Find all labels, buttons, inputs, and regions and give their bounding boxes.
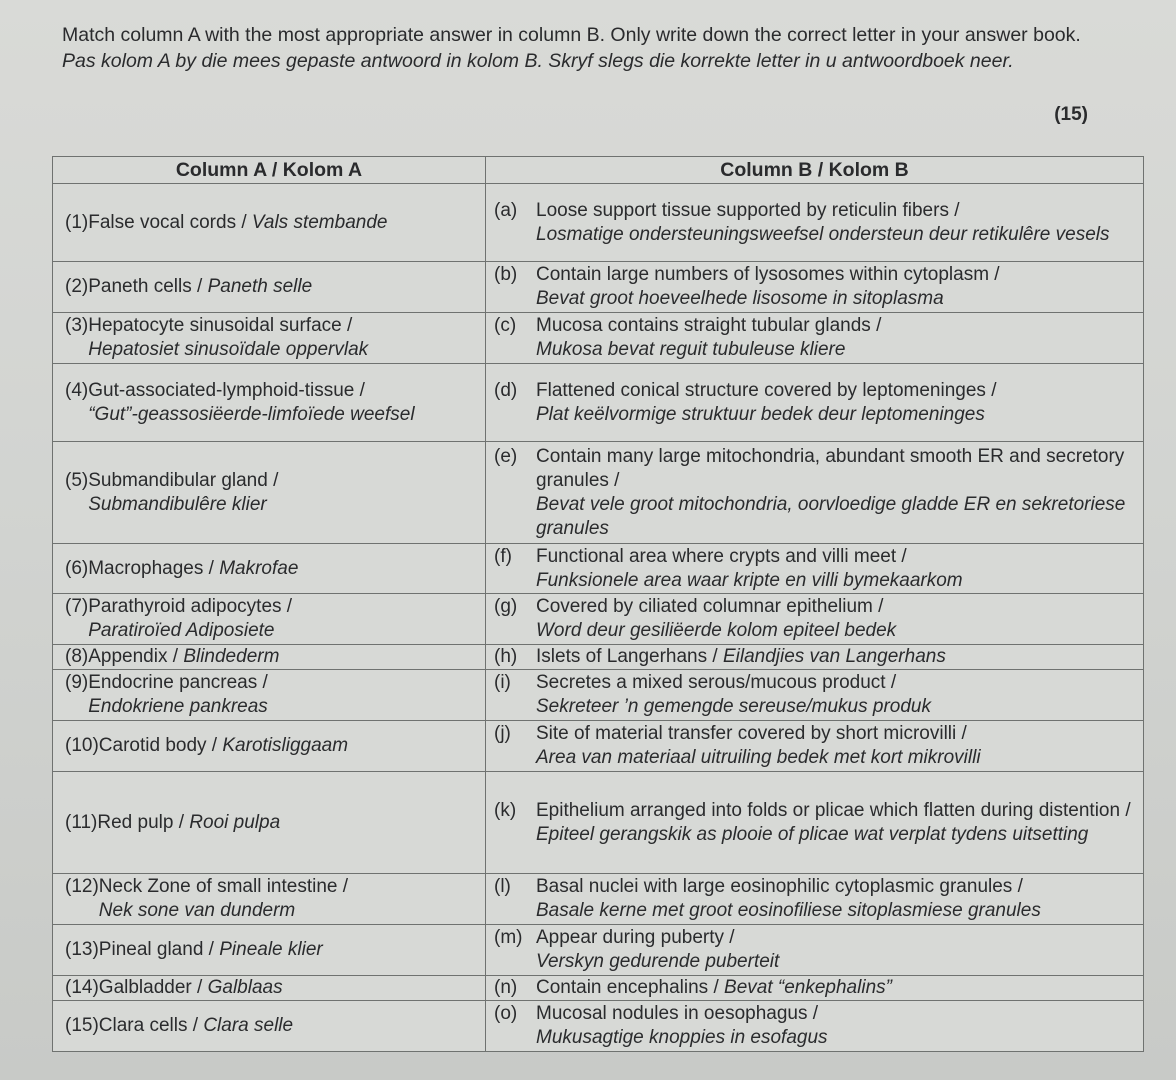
question-item (65, 734, 479, 758)
answer-letter: (o) (494, 1003, 518, 1024)
question-text (97, 811, 479, 835)
column-b-cell (486, 670, 1144, 721)
table-row (53, 874, 1144, 925)
question-number: (14) (65, 977, 99, 998)
answer-text (536, 595, 1137, 643)
column-a-cell (53, 645, 486, 670)
question-number: (1) (65, 211, 89, 233)
english-text: Basal nuclei with large eosinophilic cytoplasmic granules / (536, 876, 1023, 897)
english-text: False vocal cords / (88, 211, 247, 233)
column-a-header: Column A / Kolom A (53, 157, 486, 184)
english-text: Covered by ciliated columnar epithelium / (536, 596, 884, 617)
answer-item (494, 263, 1137, 311)
column-a-cell (53, 874, 486, 925)
answer-letter: (l) (494, 876, 511, 897)
answer-letter: (e) (494, 445, 518, 467)
afrikaans-text: Mukosa bevat reguit tubuleuse kliere (536, 339, 846, 360)
afrikaans-text: Paratiroïed Adiposiete (88, 620, 275, 641)
question-number: (10) (65, 735, 99, 756)
column-b-cell (486, 184, 1144, 262)
answer-text (536, 314, 1137, 362)
answer-item (494, 445, 1137, 541)
answer-item (494, 379, 1137, 427)
answer-item (494, 799, 1137, 847)
answer-item (494, 314, 1137, 362)
english-text: Islets of Langerhans / (536, 646, 718, 667)
column-a-cell (53, 976, 486, 1001)
question-text (99, 976, 479, 1000)
question-item (65, 595, 479, 643)
afrikaans-text: Losmatige ondersteuningsweefsel ondersteun deur retikulêre vesels (536, 223, 1110, 245)
afrikaans-text: Vals stembande (251, 211, 388, 233)
english-text: Secretes a mixed serous/mucous product / (536, 672, 897, 693)
question-text (99, 734, 479, 758)
afrikaans-text: Clara selle (203, 1015, 294, 1036)
column-b-cell (486, 874, 1144, 925)
answer-text (536, 926, 1137, 974)
answer-letter: (d) (494, 379, 518, 401)
question-item (65, 469, 479, 517)
afrikaans-text: Sekreteer ’n gemengde sereuse/mukus produk (536, 696, 932, 717)
table-row (53, 262, 1144, 313)
question-number: (9) (65, 672, 89, 693)
english-text: Contain large numbers of lysosomes within cytoplasm / (536, 264, 1000, 285)
afrikaans-text: Karotisliggaam (222, 735, 349, 756)
afrikaans-text: Paneth selle (207, 276, 313, 297)
afrikaans-text: “Gut”-geassosiëerde-limfoïede weefsel (88, 403, 415, 425)
column-a-cell (53, 544, 486, 594)
column-a-cell (53, 313, 486, 364)
english-text: Parathyroid adipocytes / (88, 596, 293, 617)
question-number: (8) (65, 646, 89, 667)
answer-letter: (m) (494, 927, 523, 948)
answer-letter: (g) (494, 596, 518, 617)
instructions-afrikaans: Pas kolom A by die mees gepaste antwoord in kolom B. Skryf slegs die korrekte letter in u antwoordboek neer. (62, 50, 1014, 72)
question-number: (5) (65, 469, 89, 491)
question-text (99, 1014, 479, 1038)
afrikaans-text: Bevat vele groot mitochondria, oorvloedige gladde ER en sekretoriese granules (536, 493, 1126, 539)
afrikaans-text: Bevat “enkephalins” (724, 977, 892, 998)
question-item (65, 1014, 479, 1038)
english-text: Loose support tissue supported by reticulin fibers / (536, 199, 960, 221)
answer-letter: (a) (494, 199, 518, 221)
afrikaans-text: Endokriene pankreas (88, 696, 268, 717)
question-text (88, 275, 479, 299)
afrikaans-text: Area van materiaal uitruiling bedek met kort mikrovilli (536, 747, 981, 768)
column-a-cell (53, 670, 486, 721)
question-text (88, 469, 479, 517)
question-number: (15) (65, 1015, 99, 1036)
answer-text (536, 199, 1137, 247)
answer-text (536, 875, 1137, 923)
table-row (53, 313, 1144, 364)
afrikaans-text: Blindederm (183, 646, 280, 667)
question-number: (6) (65, 557, 89, 579)
afrikaans-text: Verskyn gedurende puberteit (536, 951, 780, 972)
column-a-cell (53, 594, 486, 645)
column-b-cell (486, 721, 1144, 772)
question-item (65, 557, 479, 581)
afrikaans-text: Galblaas (207, 977, 283, 998)
english-text: Gut-associated-lymphoid-tissue / (88, 379, 365, 401)
question-text (99, 875, 479, 923)
question-number: (13) (65, 939, 99, 960)
answer-item (494, 976, 1137, 1000)
table-row (53, 594, 1144, 645)
question-text (88, 314, 479, 362)
column-b-cell (486, 313, 1144, 364)
answer-item (494, 926, 1137, 974)
table-row (53, 645, 1144, 670)
column-a-cell (53, 925, 486, 976)
question-item (65, 211, 479, 235)
afrikaans-text: Pineale klier (219, 939, 323, 960)
answer-letter: (b) (494, 264, 518, 285)
afrikaans-text: Hepatosiet sinusoïdale oppervlak (88, 339, 369, 360)
question-item (65, 645, 479, 669)
afrikaans-text: Rooi pulpa (189, 811, 281, 833)
answer-text (536, 799, 1137, 847)
question-text (88, 557, 479, 581)
answer-item (494, 545, 1137, 593)
answer-item (494, 722, 1137, 770)
question-item (65, 811, 479, 835)
column-a-cell (53, 721, 486, 772)
question-number: (3) (65, 315, 89, 336)
answer-item (494, 595, 1137, 643)
answer-item (494, 645, 1137, 669)
table-header-row (53, 157, 1144, 184)
answer-letter: (n) (494, 977, 518, 998)
english-text: Appear during puberty / (536, 927, 735, 948)
question-number: (7) (65, 596, 89, 617)
column-a-cell (53, 262, 486, 313)
afrikaans-text: Eilandjies van Langerhans (722, 646, 946, 667)
answer-letter: (f) (494, 545, 512, 567)
english-text: Submandibular gland / (88, 469, 279, 491)
answer-letter: (k) (494, 799, 517, 821)
answer-item (494, 875, 1137, 923)
question-text (88, 211, 479, 235)
question-text (88, 595, 479, 643)
answer-text (536, 545, 1137, 593)
answer-text (536, 722, 1137, 770)
question-item (65, 275, 479, 299)
column-b-cell (486, 925, 1144, 976)
afrikaans-text: Bevat groot hoeveelhede lisosome in sitoplasma (536, 288, 944, 309)
english-text: Neck Zone of small intestine / (98, 876, 349, 897)
question-number: (2) (65, 276, 89, 297)
answer-text (536, 671, 1137, 719)
afrikaans-text: Epiteel gerangskik as plooie of plicae wat verplat tydens uitsetting (536, 823, 1089, 845)
english-text: Functional area where crypts and villi meet / (536, 545, 907, 567)
column-b-cell (486, 976, 1144, 1001)
column-a-cell (53, 364, 486, 442)
english-text: Endocrine pancreas / (88, 672, 268, 693)
english-text: Paneth cells / (88, 276, 203, 297)
english-text: Contain many large mitochondria, abundant smooth ER and secretory granules / (536, 445, 1125, 491)
question-text (88, 379, 479, 427)
afrikaans-text: Funksionele area waar kripte en villi bymekaarkom (536, 569, 963, 591)
question-number: (4) (65, 379, 89, 401)
english-text: Clara cells / (98, 1015, 199, 1036)
column-b-cell (486, 1001, 1144, 1052)
column-b-cell (486, 544, 1144, 594)
column-b-header: Column B / Kolom B (486, 157, 1144, 184)
instructions-english: Match column A with the most appropriate answer in column B. Only write down the correct letter in your answer book. (62, 24, 1081, 46)
question-number: (12) (65, 876, 99, 897)
afrikaans-text: Submandibulêre klier (88, 493, 267, 515)
column-b-cell (486, 594, 1144, 645)
english-text: Site of material transfer covered by short microvilli / (536, 723, 967, 744)
question-number: (11) (65, 811, 98, 833)
column-a-cell (53, 184, 486, 262)
column-b-cell (486, 364, 1144, 442)
question-item (65, 314, 479, 362)
table-row (53, 442, 1144, 544)
table-body (53, 184, 1144, 1052)
afrikaans-text: Plat keëlvormige struktuur bedek deur leptomeninges (536, 403, 985, 425)
answer-text (536, 445, 1137, 541)
column-b-cell (486, 442, 1144, 544)
answer-text (536, 379, 1137, 427)
column-b-cell (486, 262, 1144, 313)
english-text: Contain encephalins / (536, 977, 719, 998)
answer-text (536, 1002, 1137, 1050)
afrikaans-text: Makrofae (219, 557, 299, 579)
table-row (53, 670, 1144, 721)
marks-total: (15) (1054, 104, 1088, 125)
column-a-cell (53, 442, 486, 544)
table-row (53, 184, 1144, 262)
table-row (53, 364, 1144, 442)
english-text: Macrophages / (88, 557, 214, 579)
matching-table (52, 156, 1144, 1052)
afrikaans-text: Mukusagtige knoppies in esofagus (536, 1027, 828, 1048)
answer-text (536, 263, 1137, 311)
answer-letter: (i) (494, 672, 511, 693)
english-text: Mucosal nodules in oesophagus / (536, 1003, 819, 1024)
afrikaans-text: Nek sone van dunderm (98, 900, 296, 921)
answer-item (494, 671, 1137, 719)
question-text (88, 645, 479, 669)
question-item (65, 671, 479, 719)
afrikaans-text: Word deur gesiliëerde kolom epiteel bedek (536, 620, 897, 641)
table-row (53, 721, 1144, 772)
english-text: Epithelium arranged into folds or plicae which flatten during distention / (536, 799, 1131, 821)
question-text (99, 938, 479, 962)
column-b-cell (486, 772, 1144, 874)
answer-letter: (c) (494, 315, 517, 336)
answer-letter: (j) (494, 723, 511, 744)
english-text: Carotid body / (98, 735, 218, 756)
question-text (88, 671, 479, 719)
answer-letter: (h) (494, 646, 518, 667)
answer-item (494, 1002, 1137, 1050)
english-text: Appendix / (88, 646, 179, 667)
question-item (65, 379, 479, 427)
answer-item (494, 199, 1137, 247)
column-b-cell (486, 645, 1144, 670)
english-text: Red pulp / (97, 811, 185, 833)
column-a-cell (53, 1001, 486, 1052)
english-text: Flattened conical structure covered by leptomeninges / (536, 379, 997, 401)
english-text: Mucosa contains straight tubular glands / (536, 315, 882, 336)
table-row (53, 976, 1144, 1001)
english-text: Pineal gland / (98, 939, 214, 960)
table-row (53, 925, 1144, 976)
table-row (53, 1001, 1144, 1052)
english-text: Hepatocyte sinusoidal surface / (88, 315, 353, 336)
question-item (65, 938, 479, 962)
answer-text (536, 645, 1137, 669)
english-text: Galbladder / (98, 977, 203, 998)
answer-text (536, 976, 1137, 1000)
instructions (62, 22, 1092, 74)
afrikaans-text: Basale kerne met groot eosinofiliese sitoplasmiese granules (536, 900, 1041, 921)
question-item (65, 976, 479, 1000)
question-item (65, 875, 479, 923)
table-row (53, 544, 1144, 594)
table-row (53, 772, 1144, 874)
column-a-cell (53, 772, 486, 874)
